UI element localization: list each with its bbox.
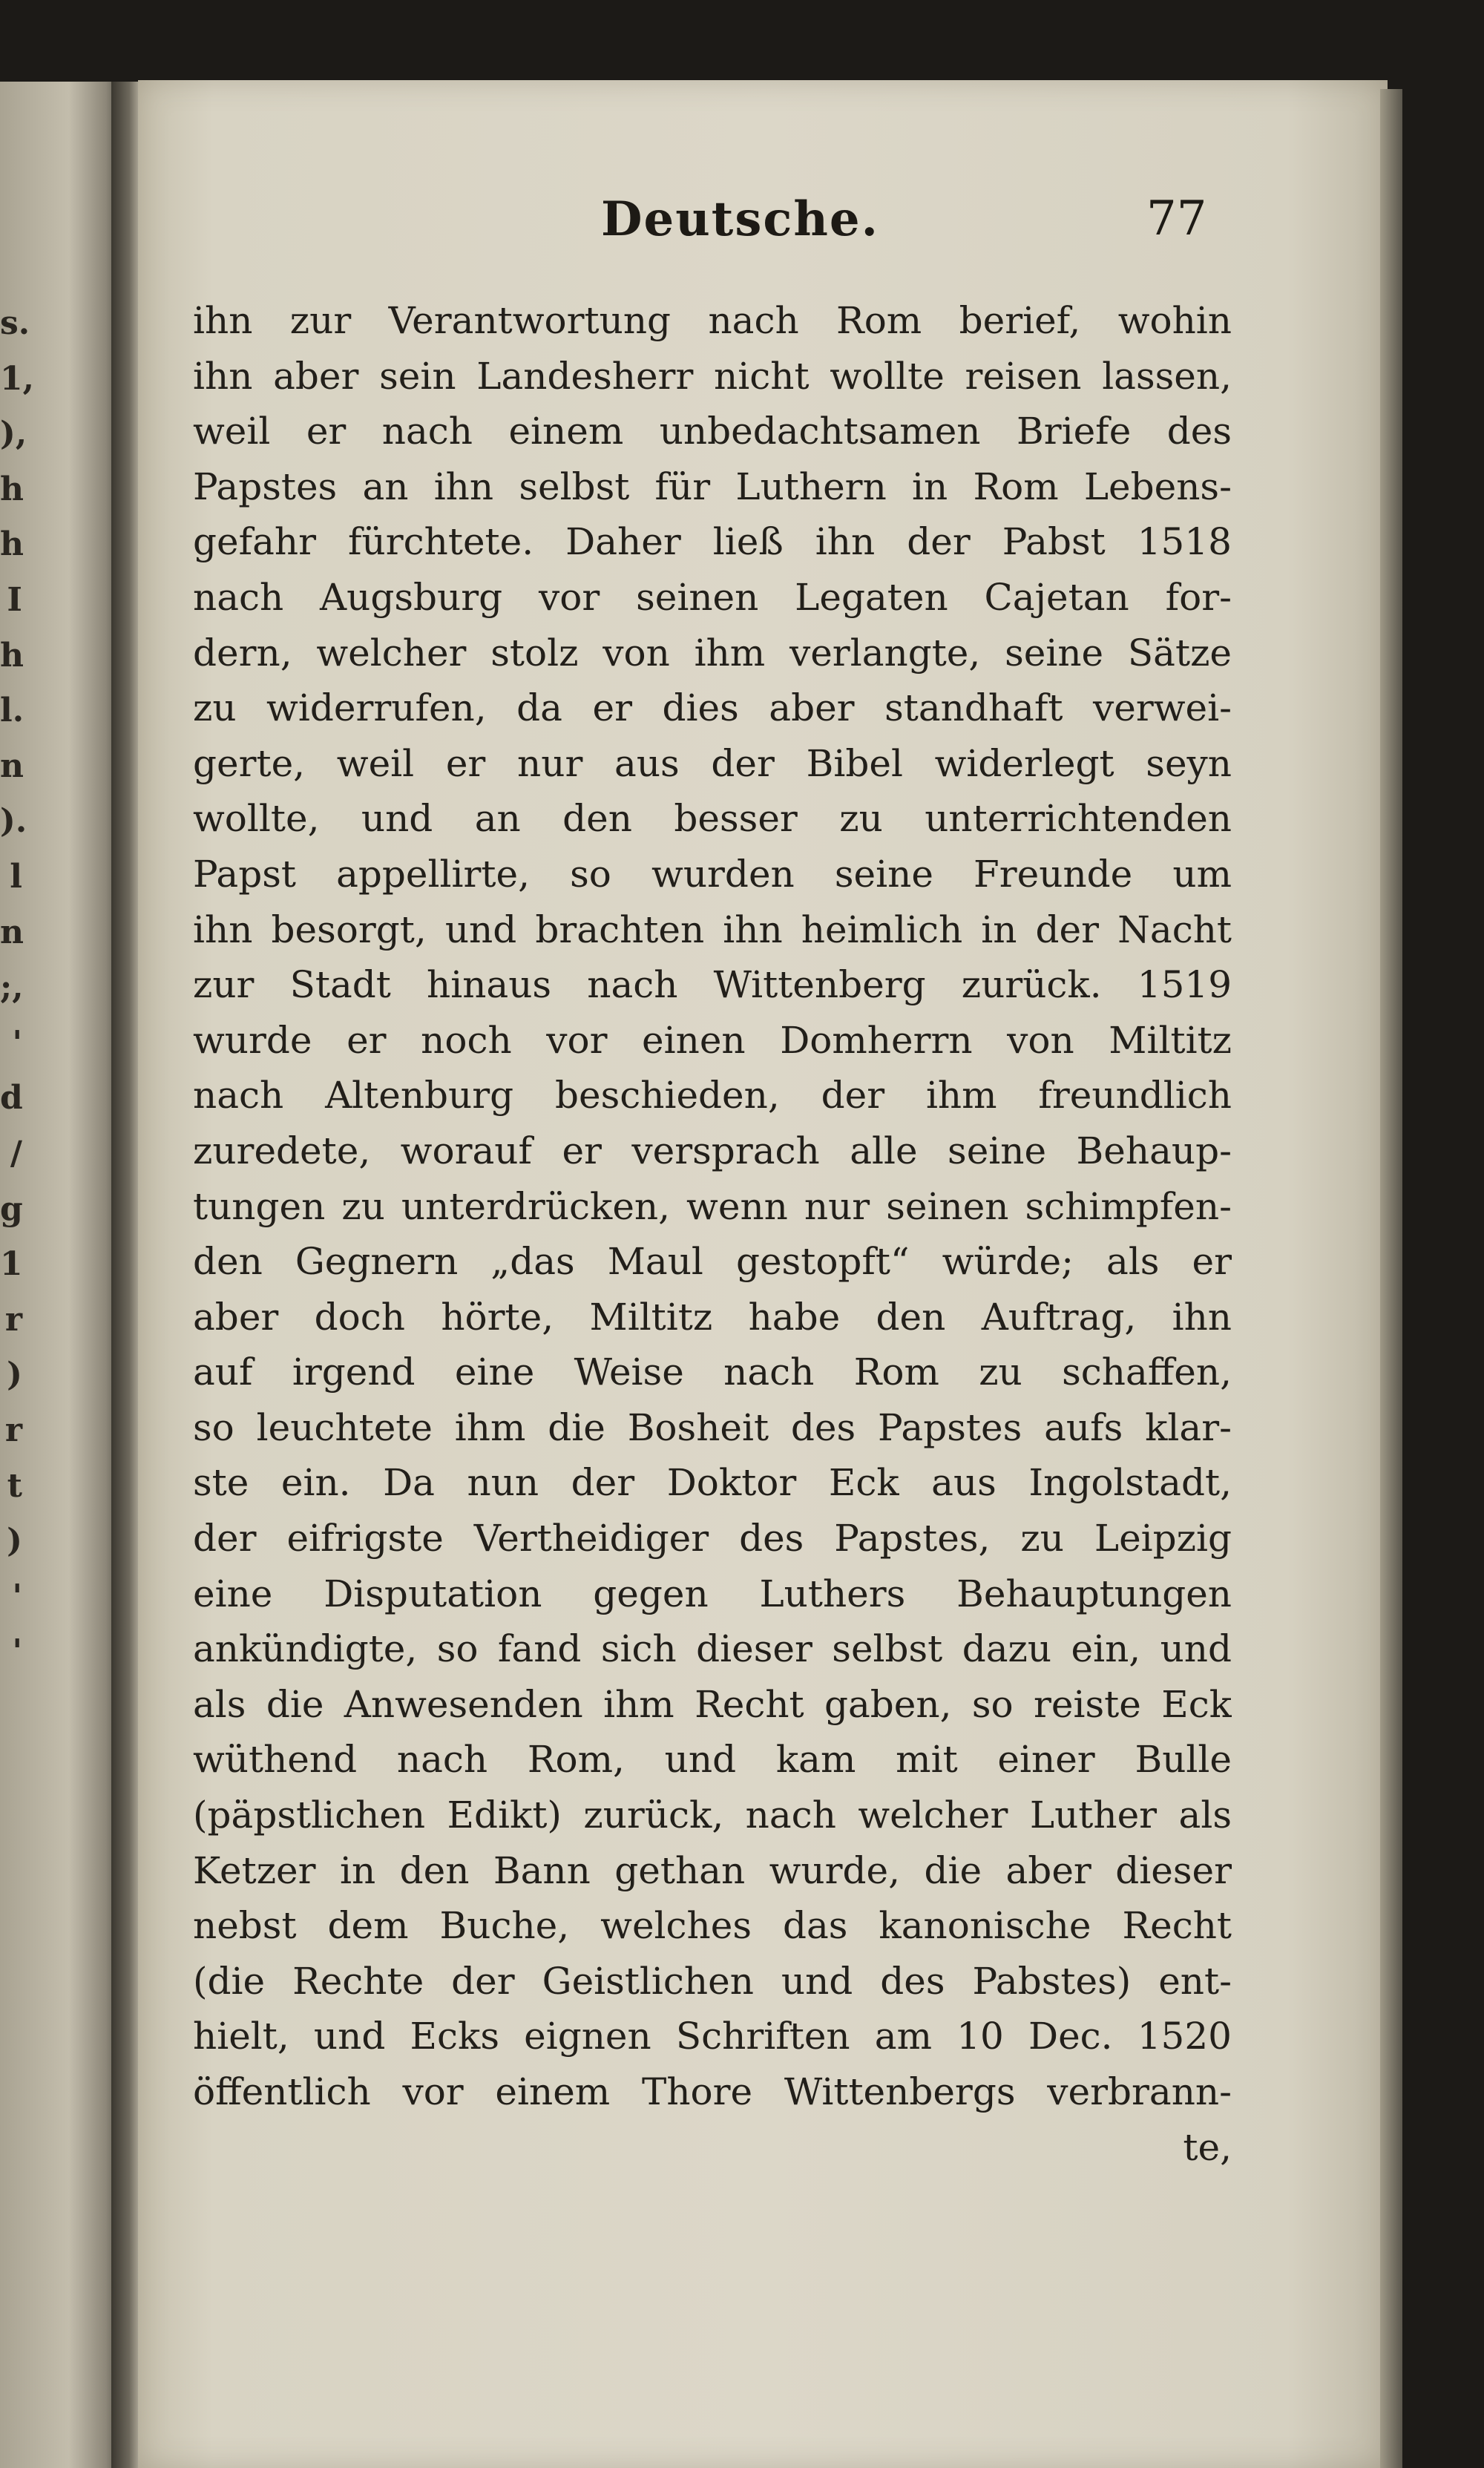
facing-page-fragment: / <box>10 1135 22 1172</box>
text-line: ste ein. Da nun der Doktor Eck aus Ingolstadt, <box>193 1461 1232 1505</box>
facing-page-fragment: s. <box>0 304 30 342</box>
facing-page-fragment: h <box>0 525 24 564</box>
facing-page-fragment: g <box>0 1189 23 1228</box>
text-line: ankündigte, so fand sich dieser selbst dazu ein, und <box>193 1627 1232 1671</box>
page-right-edge <box>1380 89 1402 2468</box>
text-line: gerte, weil er nur aus der Bibel widerlegt seyn <box>193 741 1232 785</box>
text-line: wüthend nach Rom, und kam mit einer Bulle <box>193 1738 1232 1782</box>
text-line: wollte, und an den besser zu unterrichtenden <box>193 797 1232 841</box>
text-line: zuredete, worauf er versprach alle seine Behaup- <box>193 1129 1232 1172</box>
facing-page-fragment: ), <box>0 415 27 453</box>
text-line: den Gegnern „das Maul gestopft“ würde; als er <box>193 1240 1232 1284</box>
facing-page-fragment: ' <box>12 1023 22 1062</box>
text-line: gefahr fürchtete. Daher ließ ihn der Pabst 1518 <box>193 520 1232 564</box>
running-header: Deutsche. <box>601 191 879 247</box>
text-line: aber doch hörte, Miltitz habe den Auftrag, ihn <box>193 1295 1232 1339</box>
text-line: Ketzer in den Bann gethan wurde, die aber dieser <box>193 1848 1232 1892</box>
text-line: ihn besorgt, und brachten ihn heimlich in der Nacht <box>193 908 1232 951</box>
text-line: (päpstlichen Edikt) zurück, nach welcher Luther als <box>193 1793 1232 1837</box>
text-line: Papst appellirte, so wurden seine Freunde um <box>193 852 1232 896</box>
text-line: zu widerrufen, da er dies aber standhaft verwei- <box>193 686 1232 730</box>
facing-page-fragment: I <box>7 581 22 619</box>
facing-page-fragment: ;, <box>0 968 24 1007</box>
text-line: tungen zu unterdrücken, wenn nur seinen schimpfen- <box>193 1184 1232 1228</box>
text-line: ihn aber sein Landesherr nicht wollte reisen lassen, <box>193 354 1232 398</box>
text-line: (die Rechte der Geistlichen und des Pabstes) ent- <box>193 1959 1232 2003</box>
facing-page-fragment: 1, <box>0 359 34 398</box>
text-line: Papstes an ihn selbst für Luthern in Rom Lebens- <box>193 465 1232 508</box>
facing-page-fragment: ) <box>7 1522 22 1560</box>
text-line: wurde er noch vor einen Domherrn von Miltitz <box>193 1018 1232 1062</box>
book-gutter <box>111 82 141 2468</box>
facing-page-fragment: n <box>0 746 24 785</box>
facing-page-fragment: r <box>4 1300 22 1339</box>
facing-page-fragment: ' <box>12 1632 22 1671</box>
text-line: auf irgend eine Weise nach Rom zu schaffen, <box>193 1350 1232 1394</box>
facing-page-fragment: l. <box>0 692 24 730</box>
text-line: ihn zur Verantwortung nach Rom berief, wohin <box>193 299 1232 342</box>
facing-page-fragment: ). <box>0 802 27 841</box>
body-text <box>193 293 1232 2175</box>
text-line: te, <box>1183 2125 1232 2169</box>
text-line: dern, welcher stolz von ihm verlangte, seine Sätze <box>193 631 1232 675</box>
text-line: zur Stadt hinaus nach Wittenberg zurück. 1519 <box>193 963 1232 1007</box>
facing-page-fragment: t <box>7 1466 22 1505</box>
facing-page-fragment: l <box>10 858 22 896</box>
facing-page-fragment: 1 <box>0 1245 23 1284</box>
text-line: der eifrigste Vertheidiger des Papstes, zu Leipzig <box>193 1517 1232 1560</box>
text-line: öffentlich vor einem Thore Wittenbergs verbrann- <box>193 2070 1232 2113</box>
text-line: nach Altenburg beschieden, der ihm freundlich <box>193 1074 1232 1118</box>
facing-page-fragment: h <box>0 470 24 508</box>
facing-page-fragment: ' <box>12 1577 22 1615</box>
facing-page-fragment: r <box>4 1411 22 1449</box>
text-line: nebst dem Buche, welches das kanonische Recht <box>193 1904 1232 1948</box>
text-line: nach Augsburg vor seinen Legaten Cajetan for- <box>193 575 1232 619</box>
facing-page-fragment: ) <box>7 1356 22 1394</box>
text-line: eine Disputation gegen Luthers Behauptungen <box>193 1572 1232 1615</box>
text-line: weil er nach einem unbedachtsamen Briefe des <box>193 410 1232 453</box>
facing-page-fragment: h <box>0 636 24 675</box>
page-number: 77 <box>1146 191 1207 246</box>
text-line: so leuchtete ihm die Bosheit des Papstes aufs klar- <box>193 1405 1232 1449</box>
text-line: hielt, und Ecks eignen Schriften am 10 Dec. 1520 <box>193 2015 1232 2058</box>
facing-page-fragment: d <box>0 1079 23 1118</box>
text-line: als die Anwesenden ihm Recht gaben, so reiste Eck <box>193 1682 1232 1726</box>
facing-page-fragment: n <box>0 913 24 951</box>
